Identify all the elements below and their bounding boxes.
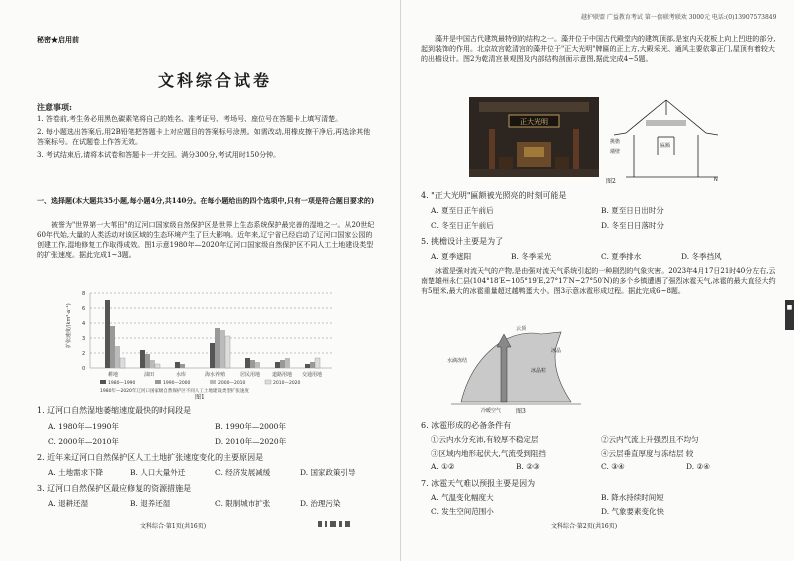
note-item: 2. 每小题选出答案后,用2B铅笔把答题卡上对应题目的答案标号涂黑。如需改动,用橡皮擦干净后,再选涂其他答案标号。在试题卷上作答无效。 — [37, 128, 371, 146]
question-option[interactable]: C. 发生空间范围小 — [431, 507, 494, 516]
bar — [280, 360, 285, 368]
label-freezing: 水滴冻结 — [447, 358, 468, 364]
category-label: 水库 — [176, 372, 187, 378]
question-stem: 4. "正大光明"匾额被光照亮的时刻可能是 — [421, 191, 567, 200]
question-stem: 1. 辽河口自然湿地萎缩速度最快的时间段是 — [37, 406, 192, 415]
legend-label: 1980—1990 — [108, 381, 136, 386]
legend-swatch — [210, 380, 216, 384]
question-option[interactable]: C. 冬至日正午前后 — [431, 221, 494, 230]
figure3-caption: 图3 — [516, 408, 526, 415]
label-ice-particle: 冰晶粒 — [531, 368, 547, 374]
label-wall: 墙壁 — [610, 149, 621, 155]
question-option[interactable]: D. 冬至日日落时分 — [601, 221, 665, 230]
y-tick: 4 — [82, 321, 86, 327]
label-ice-crystal: 冰晶 — [551, 348, 562, 354]
label-cloud-top: 云顶 — [516, 326, 527, 332]
question-option[interactable]: B. 人口大量外迁 — [130, 468, 186, 477]
legend-label: 1990—2000 — [163, 381, 191, 386]
y-axis-label: 扩张速度/(km²·a⁻¹) — [66, 303, 72, 348]
question-option[interactable]: B. 降水持续时间短 — [601, 493, 664, 502]
bar — [275, 362, 280, 368]
question-option[interactable]: A. 1980年—1990年 — [48, 422, 119, 431]
question-option[interactable]: B. ②③ — [516, 462, 540, 471]
question-option[interactable]: D. ②④ — [686, 462, 710, 471]
page-header-banner: 越护联盟 广益教育考试 第一套联考联欢 3000元 电话:(0)13907573849 — [581, 14, 777, 21]
question-option[interactable]: B. 冬季采光 — [511, 252, 552, 261]
question-option[interactable]: A. 夏至日正午前后 — [431, 206, 494, 215]
bar — [175, 362, 180, 368]
bar — [210, 343, 215, 368]
figure1-title: 1980年—2020年辽河口国家级自然保护区不同人工土地建设类型扩张速度 — [100, 389, 249, 394]
palace-photo — [469, 97, 599, 177]
bar — [245, 358, 250, 368]
question-option[interactable]: A. 气温变化幅度大 — [431, 493, 494, 502]
y-tick: 6 — [82, 306, 86, 312]
question-option[interactable]: A. 土地需求下降 — [48, 468, 104, 477]
legend-swatch — [100, 380, 106, 384]
page-footer: 文科综合·第1页(共16页) — [140, 523, 207, 530]
category-label: 居民用地 — [240, 372, 261, 378]
edge-tab: ■ — [785, 300, 794, 330]
page-footer: 文科综合·第2页(共16页) — [551, 523, 618, 530]
notes-heading: 注意事项: — [37, 102, 72, 112]
category-label: 交通用地 — [302, 372, 323, 378]
bar — [140, 350, 145, 368]
question-option[interactable]: A. ①② — [431, 462, 455, 471]
bar — [250, 360, 255, 368]
bar — [180, 364, 185, 368]
figure1-caption: 图1 — [195, 394, 205, 401]
category-label: 道路用地 — [272, 372, 293, 378]
category-label: 海水养殖 — [205, 372, 226, 378]
question-stem: 3. 辽河口自然保护区最应修复的资源措施是 — [37, 484, 192, 493]
bar — [225, 336, 230, 368]
figure1-chart — [60, 288, 340, 398]
plaque-text: 正大光明 — [520, 118, 548, 126]
bar — [115, 346, 120, 368]
y-tick: 8 — [82, 291, 86, 297]
question-stem: 5. 挑檐设计主要是为了 — [421, 237, 504, 246]
bar — [310, 362, 315, 368]
question-statement: ②云内气流上升强烈且不均匀 — [601, 435, 699, 444]
y-tick: 2 — [82, 351, 86, 357]
legend-swatch — [155, 380, 161, 384]
note-item: 3. 考试结束后,请将本试卷和答题卡一并交回。满分300分,考试用时150分钟。 — [37, 151, 281, 159]
question-option[interactable]: C. 2000年—2010年 — [48, 437, 119, 446]
question-statement: ④云层垂直厚度与冻结层 较 — [601, 449, 694, 458]
secret-mark: 秘密★启用前 — [37, 35, 79, 44]
question-option[interactable]: B. 1990年—2000年 — [215, 422, 286, 431]
legend-label: 2000—2010 — [218, 381, 246, 386]
hail-formation-diagram — [441, 322, 591, 414]
bar — [255, 362, 260, 368]
bar — [315, 358, 320, 368]
passage-intro: 被誉为"世界第一大苇田"的辽河口国家级自然保护区是世界上生态系统保护最完善的湿地之一。从20世纪60年代始,大量的人类活动对该区域的生态环境产生了巨大影响。近年来,辽宁省已经启动了辽河口国家公园的创建工作,湿地修复工作取得成效。图1示意1980年—2020年辽河口国家级自然保护区不同人工土地建设类型的扩张速度。据此完成1~3题。 — [37, 221, 375, 259]
question-statement: ③区域内地形起伏大,气流受到阻挡 — [431, 449, 546, 458]
y-tick: 0 — [82, 366, 86, 372]
question-option[interactable]: B. 夏至日日出时分 — [601, 206, 664, 215]
legend-swatch — [265, 380, 271, 384]
bar — [220, 330, 225, 368]
passage-hail: 冰雹是强对流天气的产物,是由强对流天气系统引起的一种剧烈的气象灾害。2023年4月17日21时40分左右,云南楚雄州永仁县(104°18′E~105°19′E,27°17′N~27°50′N)的多个乡镇遭遇了强烈冰雹天气,冰雹的最大直径大约有5厘米,最大的冰雹重量超过越鸭蛋大小。图3示意冰雹形成过程。据此完成6~8题。 — [421, 267, 776, 295]
passage-intro: 藻井是中国古代建筑最特别的结构之一。藻井位于中国古代殿堂内的建筑顶部,是室内天花板上向上凹进的部分,起到装饰的作用。北京故宫乾清宫的藻井位于"正大光明"牌匾的正上方,大殿采光、通风主要依靠正门,屋顶有着较大的出檐设计。图2为乾清宫景观图及内部结构剖面示意图,据此完成4~5题。 — [421, 35, 776, 63]
label-air: 冷暖空气 — [481, 408, 502, 414]
palace-photo-drawing — [469, 97, 599, 177]
legend-label: 2010—2020 — [273, 381, 301, 386]
question-option[interactable]: D. 国家政策引导 — [300, 468, 356, 477]
question-option[interactable]: C. 夏季排水 — [601, 252, 642, 261]
question-option[interactable]: D. 冬季挡风 — [681, 252, 722, 261]
bar — [155, 364, 160, 368]
category-label: 油田 — [144, 372, 155, 378]
section-heading: 一、选择题(本大题共35小题,每小题4分,共140分。在每小题给出的四个选项中,只有一项是符合题目要求的) — [37, 196, 375, 205]
bar — [150, 360, 155, 368]
question-option[interactable]: D. 治理污染 — [300, 499, 341, 508]
question-stem: 2. 近年来辽河口自然保护区人工土地扩张速度变化的主要原因是 — [37, 453, 264, 462]
question-option[interactable]: A. 退耕还湿 — [48, 499, 89, 508]
question-option[interactable]: D. 气象要素变化快 — [601, 507, 665, 516]
bar — [120, 358, 125, 368]
binding-marks — [318, 520, 352, 528]
page-title: 文科综合试卷 — [158, 71, 273, 90]
label-plaque: 匾额 — [660, 143, 671, 149]
question-option[interactable]: C. 经济发展减缓 — [215, 468, 271, 477]
question-option[interactable]: D. 2010年—2020年 — [215, 437, 287, 446]
note-item: 1. 答卷前,考生务必用黑色碳素笔将自己的姓名、准考证号、考场号、座位号在答题卡上填写清楚。 — [37, 115, 343, 123]
notes-list — [37, 114, 377, 160]
bar — [305, 364, 310, 368]
bar — [105, 300, 110, 368]
label-beam: 挑檐 — [610, 139, 621, 145]
category-label: 耕地 — [108, 372, 119, 378]
question-stem: 6. 冰雹形成的必备条件有 — [421, 421, 512, 430]
bar — [215, 328, 220, 368]
question-option[interactable]: A. 夏季遮阳 — [431, 252, 472, 261]
question-stem: 7. 冰雹天气难以预报主要是因为 — [421, 479, 536, 488]
bar — [110, 326, 115, 368]
label-north: N — [714, 177, 718, 183]
question-statement: ①云内水分充沛,有较厚不稳定层 — [431, 435, 539, 444]
y-tick: 3 — [82, 336, 86, 342]
bar — [285, 358, 290, 368]
exam-page-2 — [400, 0, 794, 561]
figure2-caption: 图2 — [606, 178, 616, 185]
palace-cross-section — [606, 95, 726, 183]
question-option[interactable]: B. 退养还湿 — [130, 499, 171, 508]
question-option[interactable]: C. ③④ — [601, 462, 625, 471]
bar — [145, 354, 150, 368]
question-option[interactable]: C. 限制城市扩张 — [215, 499, 271, 508]
